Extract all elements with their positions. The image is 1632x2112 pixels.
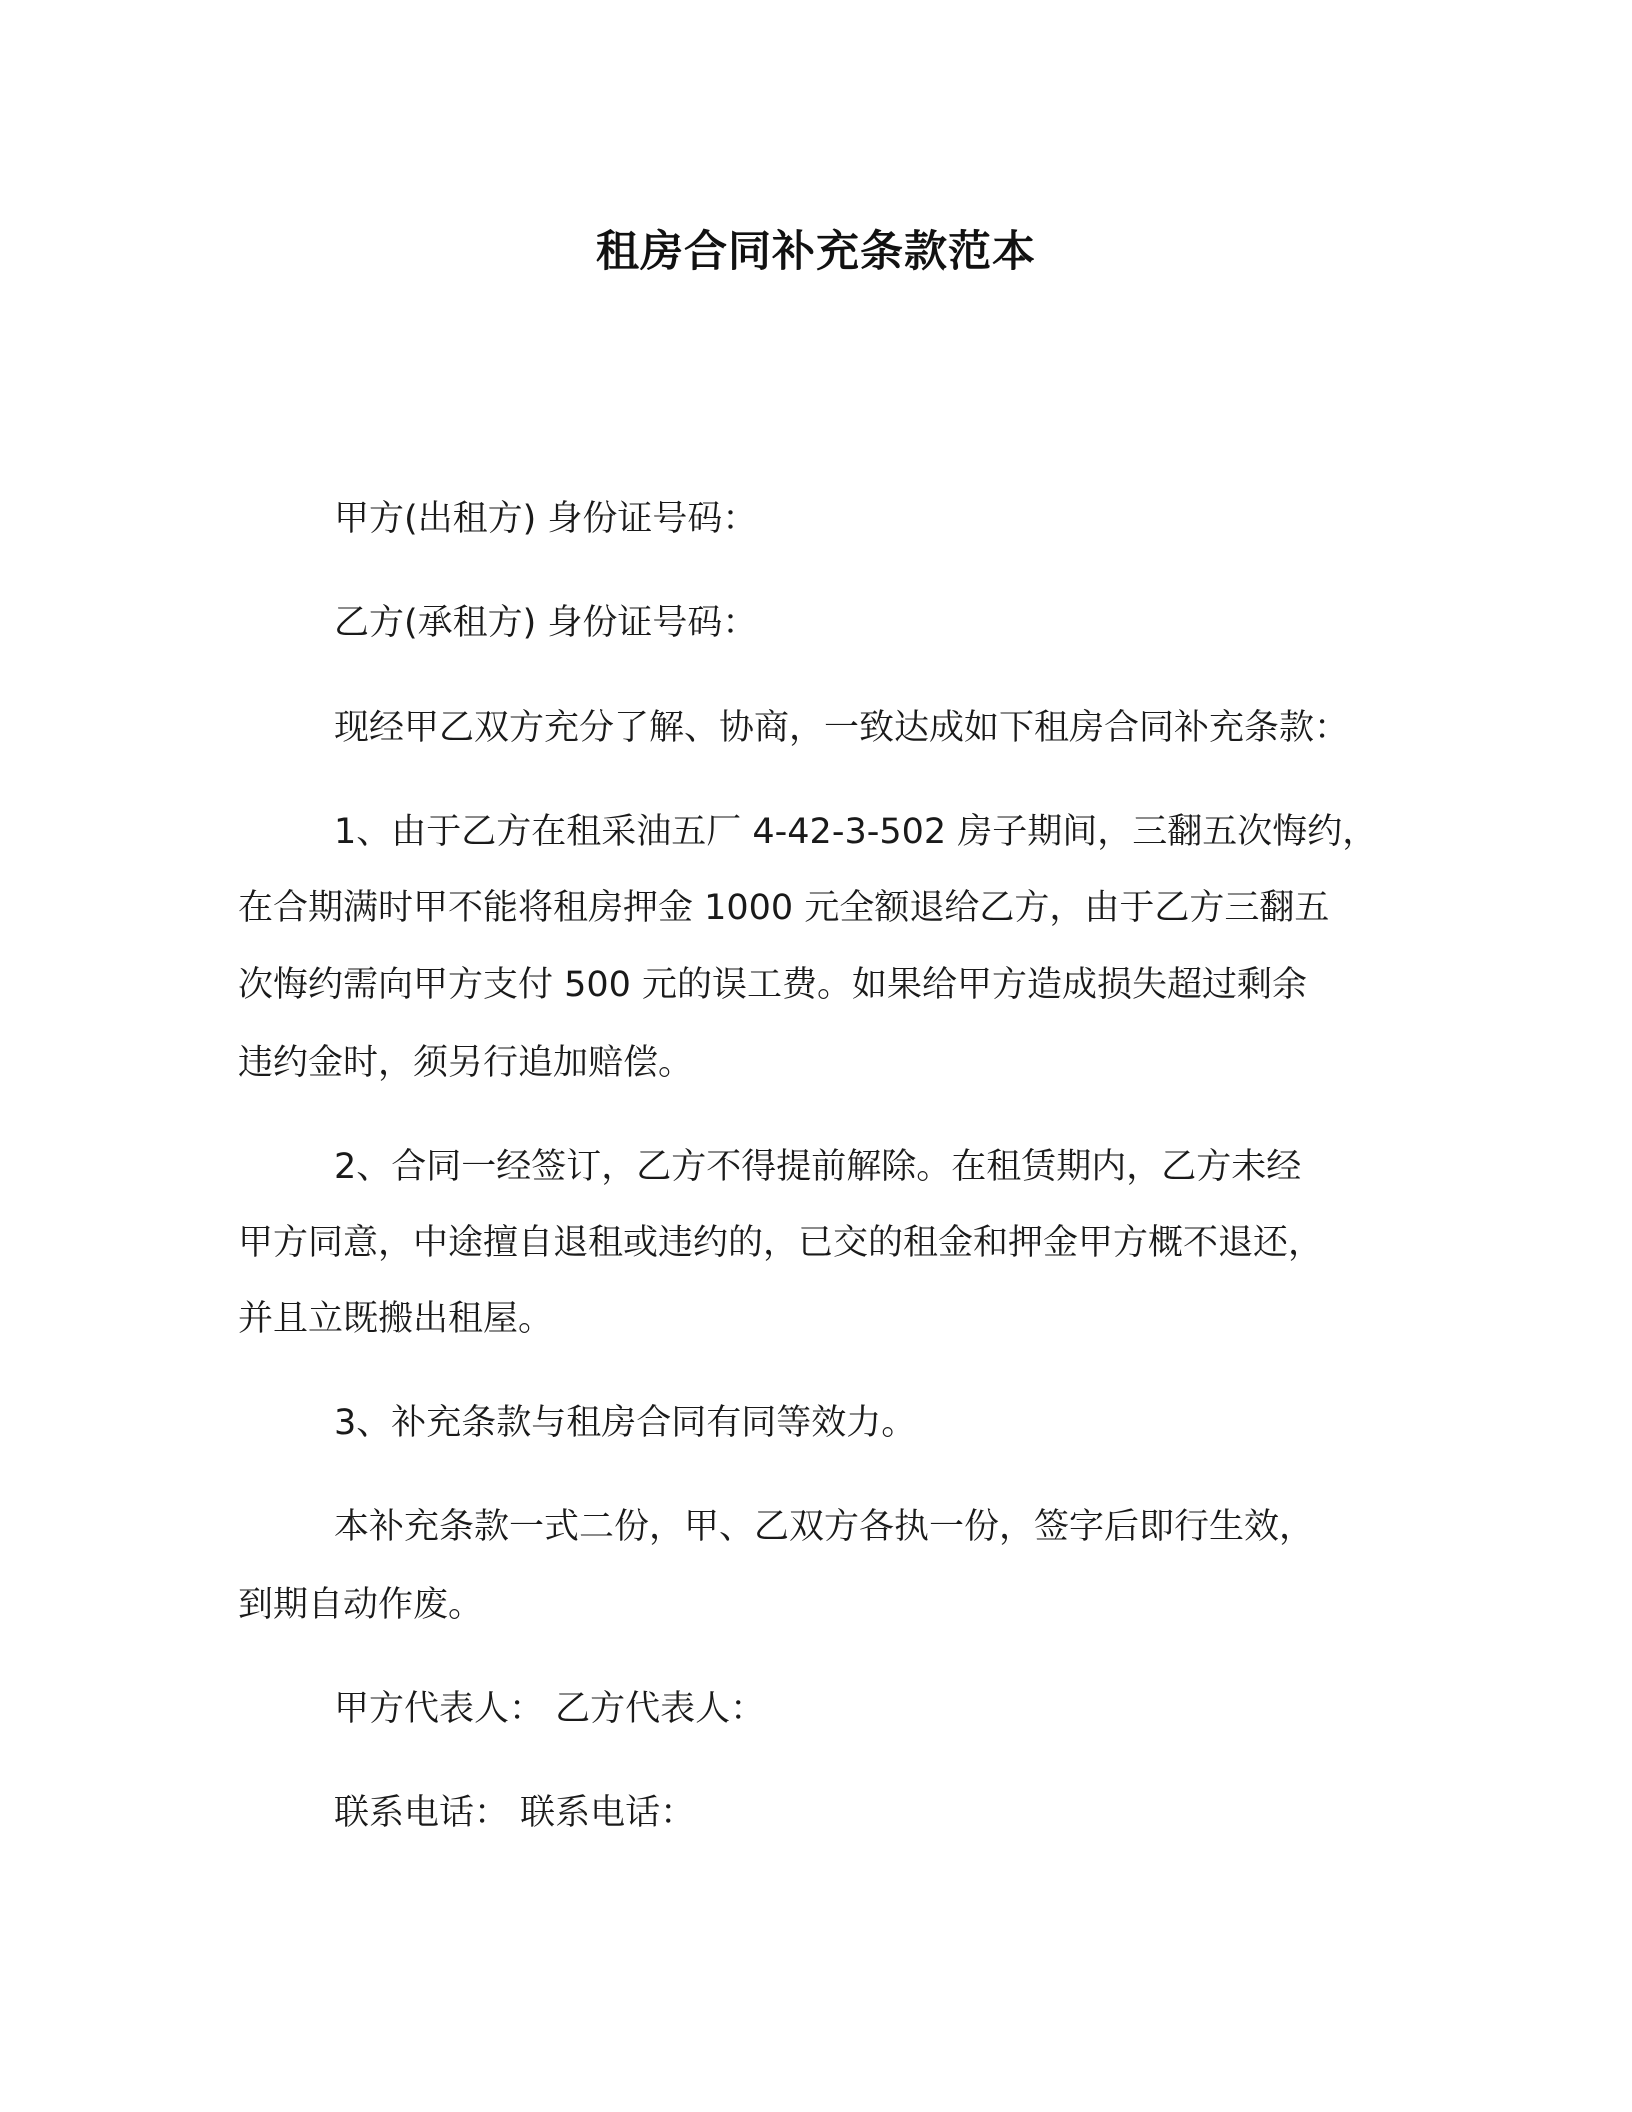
document-title: 租房合同补充条款范本 [596,227,1036,277]
party-b-id-line: 乙方(承租方) 身份证号码： [334,603,758,643]
contact-phone-line: 联系电话： 联系电话： [334,1793,696,1833]
clause-2-line-1: 2、合同一经签订，乙方不得提前解除。在租赁期内，乙方未经 [334,1147,1302,1187]
clause-1-line-2: 在合期满时甲不能将租房押金 1000 元全额退给乙方，由于乙方三翻五 [238,888,1330,928]
clause-1-line-3: 次悔约需向甲方支付 500 元的误工费。如果给甲方造成损失超过剩余 [238,965,1308,1005]
clause-3-line-1: 3、补充条款与租房合同有同等效力。 [334,1403,917,1443]
agreement-intro: 现经甲乙双方充分了解、协商，一致达成如下租房合同补充条款： [334,708,1350,748]
representatives-line: 甲方代表人： 乙方代表人： [334,1689,766,1729]
clause-1-line-4: 违约金时，须另行追加赔偿。 [238,1043,694,1083]
validity-line-2: 到期自动作废。 [238,1585,484,1625]
clause-2-line-2: 甲方同意，中途擅自退租或违约的，已交的租金和押金甲方概不退还， [238,1223,1324,1263]
party-a-id-line: 甲方(出租方) 身份证号码： [334,499,758,539]
validity-line-1: 本补充条款一式二份，甲、乙双方各执一份，签字后即行生效， [334,1507,1315,1547]
clause-2-line-3: 并且立既搬出租屋。 [238,1299,554,1339]
clause-1-line-1: 1、由于乙方在租采油五厂 4-42-3-502 房子期间，三翻五次悔约， [334,812,1378,852]
